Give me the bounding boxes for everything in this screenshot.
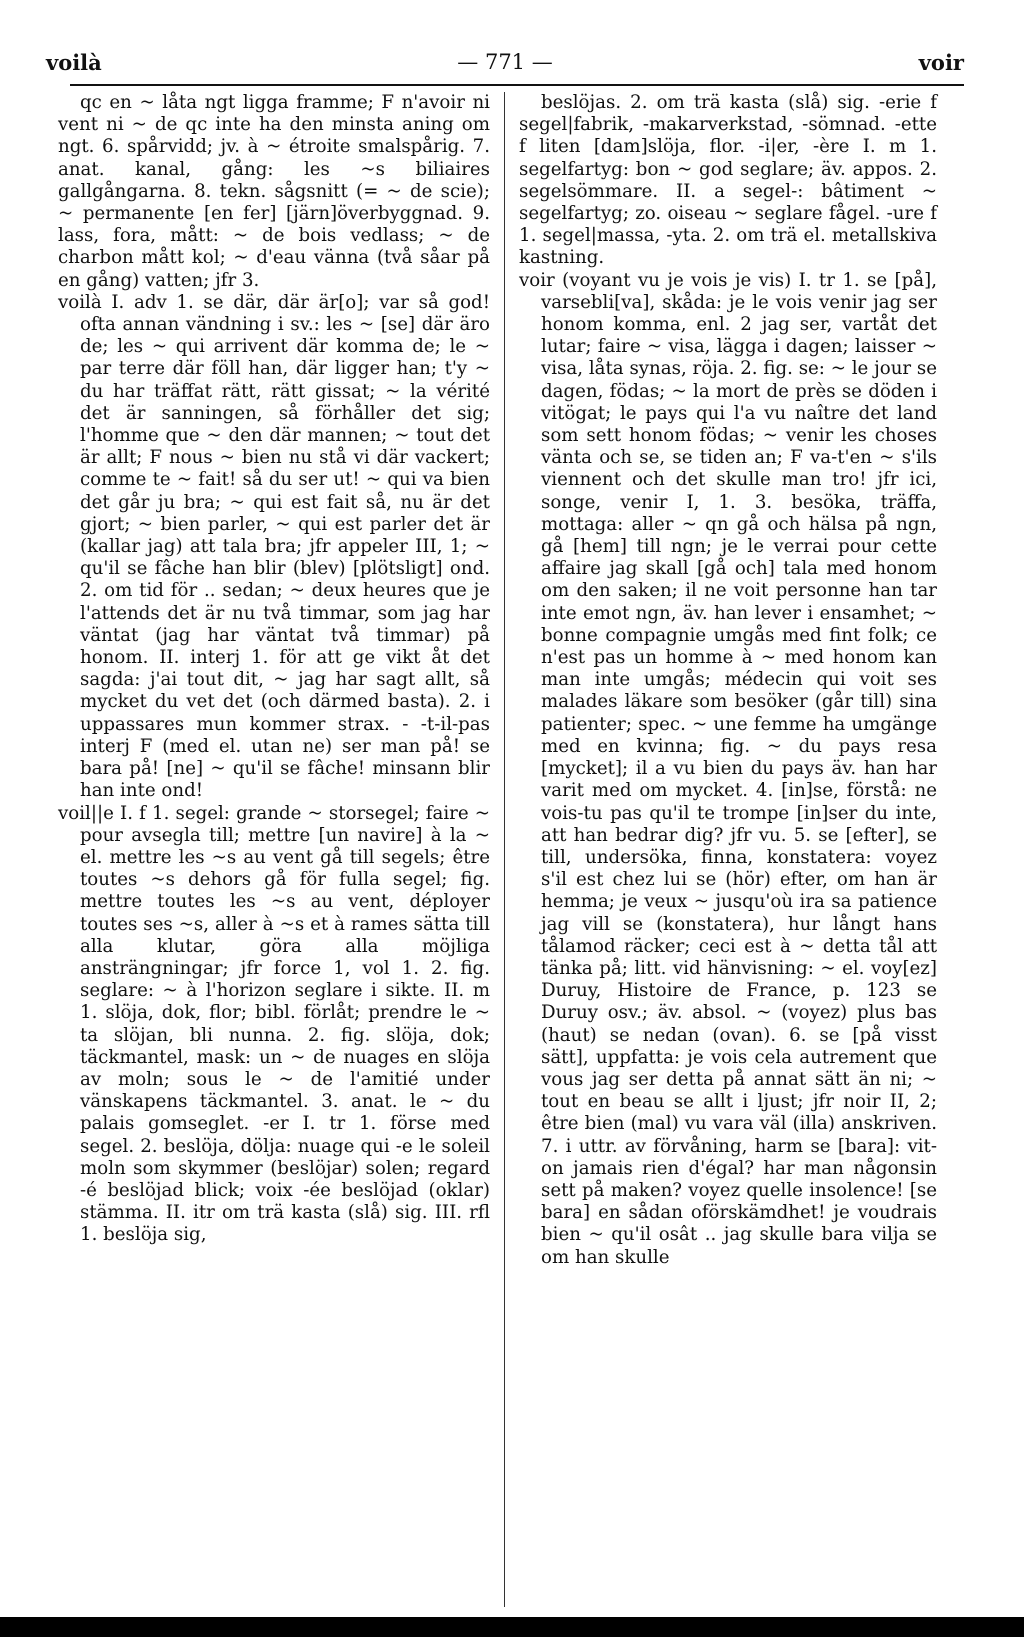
left-column <box>58 92 490 1247</box>
page-header <box>46 50 964 86</box>
entry-continuation-voie: qc en ~ låta ngt ligga framme; F n'avoir ni vent ni ~ de qc inte ha den minsta aning om ngt. 6. spårvidd; jv. à ~ étroite smalspårig. 7. anat. kanal, gång: les ~s biliaires gallgångarna. 8. tekn. sågsnitt (= ~ de scie); ~ permanente [en fer] [järn]överbyggnad. 9. lass, fora, mått: ~ de bois vedlass; ~ de charbon mått kol; ~ d'eau vänna (två såar på en gång) vatten; jfr 3. <box>58 92 490 291</box>
entry-voile: voil||e I. f 1. segel: grande ~ storsegel; faire ~ pour avsegla till; mettre [un navire] à la ~ el. mettre les ~s au vent gå till segels; être toutes ~s dehors gå för fulla segel; fig. mettre toutes les ~s au vent, déployer toutes ses ~s, aller à ~s et à rames sätta till alla klutar, göra alla möjliga ansträngningar; jfr force 1, vol 1. 2. fig. seglare: ~ à l'horizon seglare i sikte. II. m 1. slöja, dok, flor; bibl. förlåt; prendre le ~ ta slöjan, bli nunna. 2. fig. slöja, dok; täckmantel, mask: un ~ de nuages en slöja av moln; sous le ~ de l'amitié under vänskapens täckmantel. 3. anat. le ~ du palais gomseglet. -er I. tr 1. förse med segel. 2. beslöja, dölja: nuage qui -e le soleil moln som skymmer (beslöjar) solen; regard -é beslöjad blick; voix -ée beslöjad (oklar) stämma. II. itr om trä kasta (slå) sig. III. rfl 1. beslöja sig, <box>58 802 490 1246</box>
column-divider <box>504 92 505 1607</box>
entry-voila: voilà I. adv 1. se där, där är[o]; var så god! ofta annan vändning i sv.: les ~ [se] där äro de; les ~ qui arrivent där komma de; le ~ par terre där föll han, där ligger han; t'y ~ du har träffat rätt, rätt gissat; ~ la vérité det är sanningen, så förhåller det sig; l'homme que ~ den där mannen; ~ tout det är allt; F nous ~ bien nu stå vi där vackert; comme te ~ fait! så du ser ut! ~ qui va bien det går ju bra; ~ qui est fait så, nu är det gjort; ~ bien parler, ~ qui est parler det är (kallar jag) att tala bra; jfr appeler III, 1; ~ qu'il se fâche han blir (blev) [plötsligt] ond. 2. om tid för .. sedan; ~ deux heures que je l'attends det är nu två timmar, som jag har väntat (jag har väntat två timmar) på honom. II. interj 1. för att ge vikt åt det sagda: j'ai tout dit, ~ jag har sagt allt, så mycket du vet det (och därmed basta). 2. i uppassares mun kommer strax. - -t-il-pas interj F (med el. utan ne) ser man på! se bara på! [ne] ~ qu'il se fâche! minsann blir han inte ond! <box>58 291 490 802</box>
scan-bottom-border <box>0 1617 1024 1637</box>
left-headword: voilà <box>46 50 102 75</box>
entry-continuation-voile: beslöjas. 2. om trä kasta (slå) sig. -erie f segel|fabrik, -makarverkstad, -sömnad. -ette f liten [dam]slöja, flor. -i|er, -ère I. m 1. segelfartyg: bon ~ god seglare; äv. appos. 2. segelsömmare. II. a segel-: bâtiment ~ segelfartyg; zo. oiseau ~ seglare fågel. -ure f 1. segel|massa, -yta. 2. om trä el. metallskiva kastning. <box>519 92 937 269</box>
header-rule <box>70 84 964 86</box>
page-number: — 771 — <box>457 50 553 74</box>
right-headword: voir <box>918 50 964 75</box>
entry-voir: voir (voyant vu je vois je vis) I. tr 1. se [på], varsebli[va], skåda: je le vois venir jag ser honom komma, enl. 2 jag ser, vartåt det lutar; faire ~ visa, lägga i dagen; laisser ~ visa, låta synas, röja. 2. fig. se: ~ le jour se dagen, födas; ~ la mort de près se döden i vitögat; le pays qui l'a vu naître det land som sett honom födas; ~ venir les choses vänta och se, se tiden an; F va-t'en ~ s'ils viennent och det skulle man tro! jfr ici, songe, venir I, 1. 3. besöka, träffa, mottaga: aller ~ qn gå och hälsa på ngn, gå [hem] till ngn; je le verrai pour cette affaire jag skall [gå och] tala med honom om den saken; il ne voit personne han tar inte emot ngn, äv. han lever i ensamhet; ~ bonne compagnie umgås med fint folk; ce n'est pas un homme à ~ med honom kan man inte umgås; médecin qui voit ses malades läkare som besöker (går till) sina patienter; spec. ~ une femme ha umgänge med en kvinna; fig. ~ du pays resa [mycket]; il a vu bien du pays äv. han har varit med om mycket. 4. [in]se, förstå: ne vois-tu pas qu'il te trompe [in]ser du inte, att han bedrar dig? jfr vu. 5. se [efter], se till, undersöka, finna, konstatera: voyez s'il est chez lui se (hör) efter, om han är hemma; je veux ~ jusqu'où ira sa patience jag vill se (konstatera), hur långt hans tålamod räcker; ceci est à ~ detta tål att tänka på; litt. vid hänvisning: ~ el. voy[ez] Duruy, Histoire de France, p. 123 se Duruy osv.; äv. absol. ~ (voyez) plus bas (haut) se nedan (ovan). 6. se [på visst sätt], uppfatta: je vois cela autrement que vous jag ser detta på annat sätt än ni; ~ tout en beau se allt i ljust; jfr noir II, 2; être bien (mal) vu vara väl (illa) anskriven. 7. i uttr. av förvåning, harm se [bara]: vit-on jamais rien d'égal? har man någonsin sett på maken? voyez quelle insolence! [se bara] en sådan oförskämdhet! je voudrais bien ~ qu'il osât .. jag skulle bara vilja se om han skulle <box>519 269 937 1268</box>
right-column <box>519 92 937 1269</box>
